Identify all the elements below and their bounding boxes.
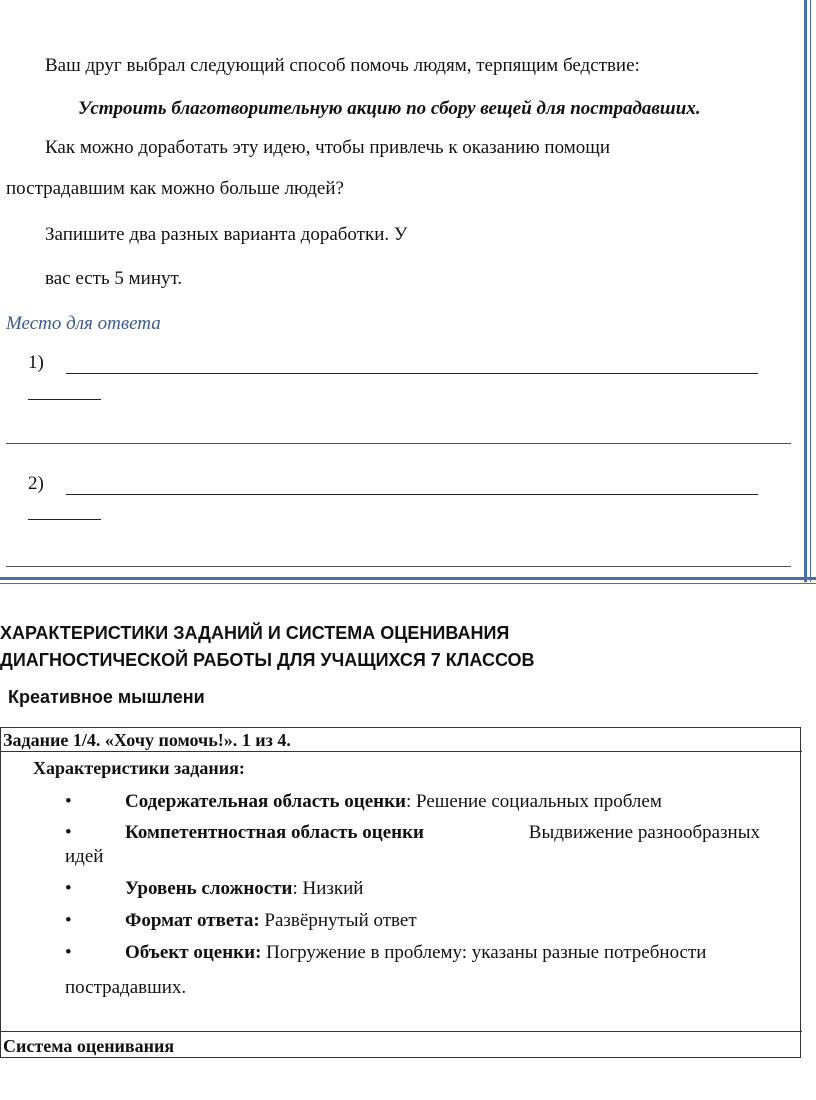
task-instruction-line1: Запишите два разных варианта доработки. У: [45, 224, 408, 245]
frame-border-bottom-inner: [0, 583, 816, 584]
item-difficulty: [125, 878, 363, 900]
item-label: Уровень сложности: [125, 878, 293, 899]
answer1-line[interactable]: [66, 373, 758, 374]
characteristics-title: Характеристики задания:: [33, 758, 245, 778]
answer1-line-cont[interactable]: [28, 399, 101, 400]
answer1-line-full[interactable]: [6, 443, 791, 444]
item-competence: [125, 822, 760, 844]
answer-label: Место для ответа: [6, 313, 161, 334]
item-value-cont: идей: [65, 846, 104, 867]
frame-border-right-inner: [810, 0, 811, 582]
task-instruction-line2: вас есть 5 минут.: [45, 268, 183, 289]
item-value-cont: пострадавших.: [65, 977, 187, 998]
task-title: Задание 1/4. «Хочу помочь!». 1 из 4.: [3, 730, 291, 750]
bullet-icon: •: [65, 791, 72, 812]
item-label: Формат ответа:: [125, 910, 260, 931]
item-value: Развёрнутый ответ: [264, 910, 417, 931]
section-subheading: Креативное мышлени: [8, 687, 205, 707]
bullet-icon: •: [65, 942, 72, 963]
item-label: Содержательная область оценки: [125, 791, 406, 812]
task-intro: Ваш друг выбрал следующий способ помочь людям, терпящим бедствие:: [45, 55, 640, 76]
frame-border-right: [804, 0, 807, 582]
item-value: Погружение в проблему: указаны разные потребности: [266, 942, 707, 963]
table-divider-bottom: [1, 1031, 802, 1032]
answer2-line-cont[interactable]: [28, 519, 101, 520]
answer2-line[interactable]: [66, 494, 758, 495]
item-value: Низкий: [302, 878, 364, 899]
item-content-area: [125, 791, 662, 813]
table-divider-top: [1, 751, 802, 752]
item-label: Компетентностная область оценки: [125, 822, 424, 843]
bullet-icon: •: [65, 910, 72, 931]
answer2-number: 2): [28, 473, 44, 494]
item-value: Выдвижение разнообразных: [528, 822, 760, 843]
task-idea: Устроить благотворительную акцию по сбору вещей для пострадавших.: [78, 98, 701, 119]
answer1-number: 1): [28, 352, 44, 373]
item-sep: :: [406, 791, 417, 812]
characteristics-table: [0, 727, 801, 1058]
item-value: Решение социальных проблем: [416, 791, 662, 812]
scoring-title: Система оценивания: [3, 1036, 175, 1056]
item-label: Объект оценки:: [125, 942, 262, 963]
bullet-icon: •: [65, 822, 72, 843]
task-question-line2: пострадавшим как можно больше людей?: [6, 178, 344, 199]
section-heading-line1: ХАРАКТЕРИСТИКИ ЗАДАНИЙ И СИСТЕМА ОЦЕНИВАНИЯ: [0, 623, 510, 643]
section-heading-line2: ДИАГНОСТИЧЕСКОЙ РАБОТЫ ДЛЯ УЧАЩИХСЯ 7 КЛАССОВ: [0, 650, 535, 670]
item-sep: :: [292, 878, 303, 899]
item-object: [125, 942, 706, 964]
bullet-icon: •: [65, 878, 72, 899]
task-question-line1: Как можно доработать эту идею, чтобы привлечь к оказанию помощи: [45, 137, 611, 158]
frame-border-bottom: [0, 577, 816, 580]
answer2-line-full[interactable]: [6, 566, 791, 567]
item-format: [125, 910, 417, 932]
